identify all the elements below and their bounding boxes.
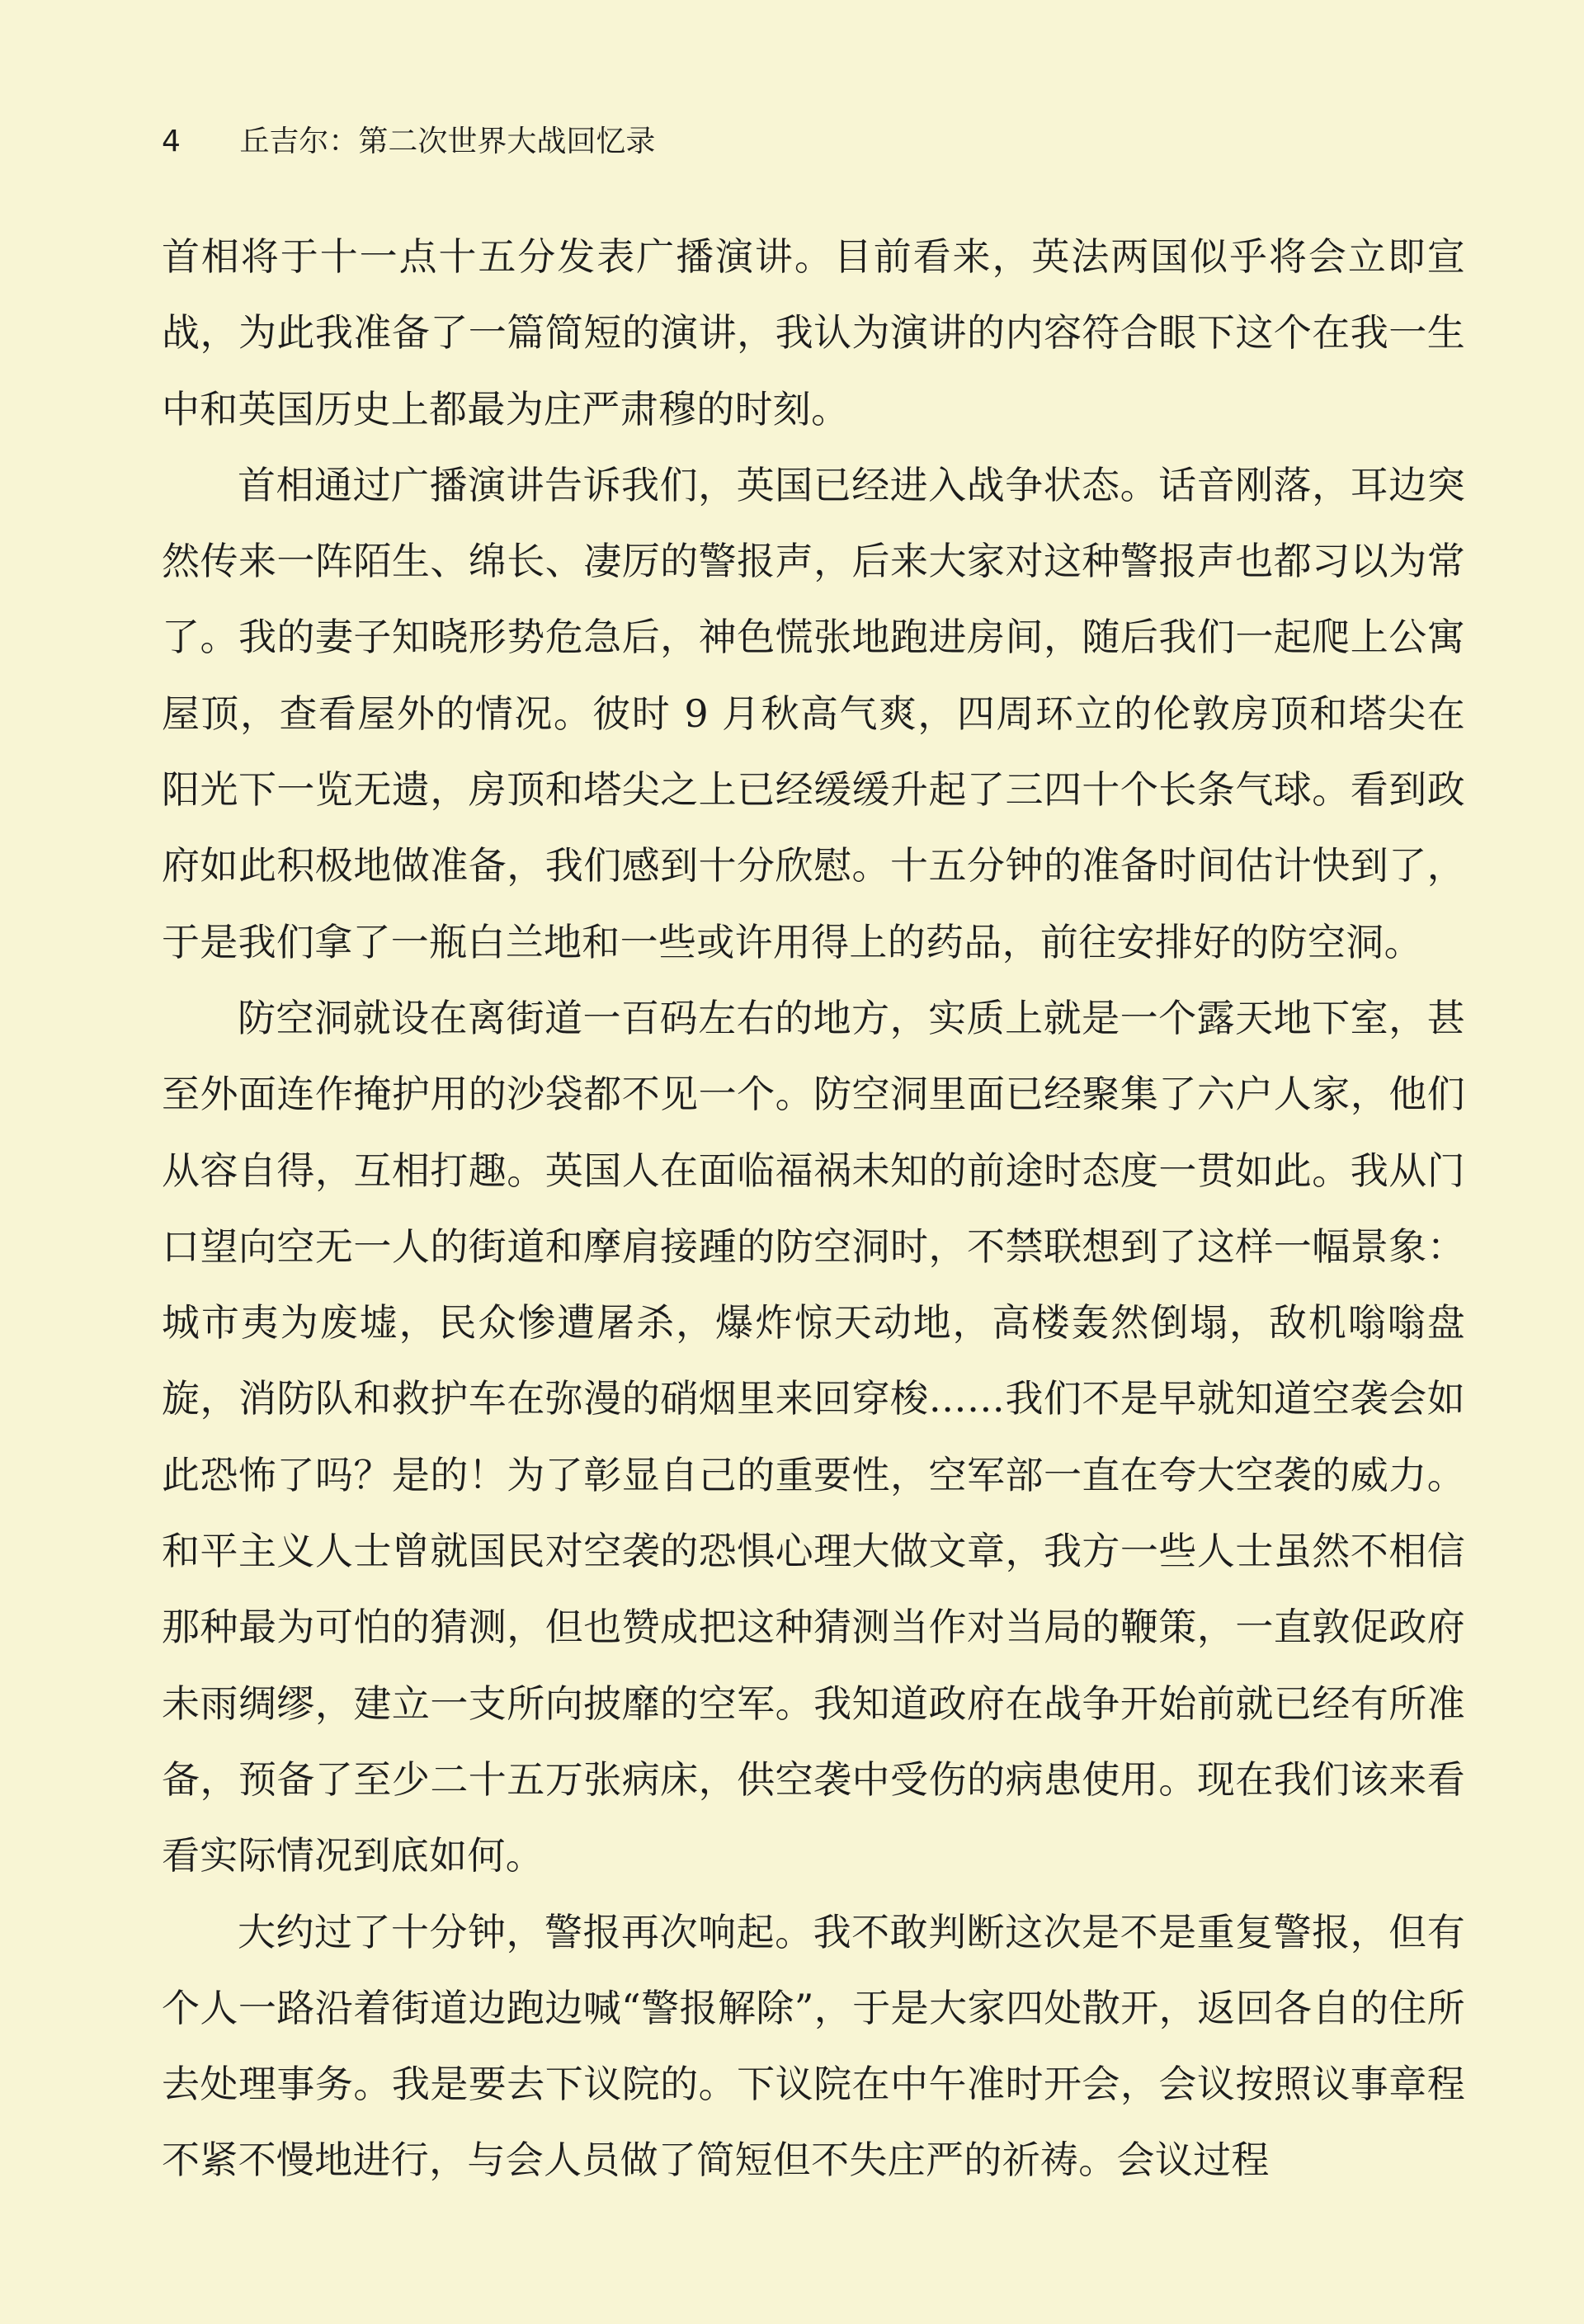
page-number: 4 bbox=[162, 125, 181, 158]
paragraph-3: 防空洞就设在离街道一百码左右的地方，实质上就是一个露天地下室，甚至外面连作掩护用的沙袋都不见一个。防空洞里面已经聚集了六户人家，他们从容自得，互相打趣。英国人在面临福祸未知的前途时态度一贯如此。我从门口望向空无一人的街道和摩肩接踵的防空洞时，不禁联想到了这样一幅景象：城市夷为废墟，民众惨遭屠杀，爆炸惊天动地，高楼轰然倒塌，敌机嗡嗡盘旋，消防队和救护车在弥漫的硝烟里来回穿梭……我们不是早就知道空袭会如此恐怖了吗？是的！为了彰显自己的重要性，空军部一直在夸大空袭的威力。和平主义人士曾就国民对空袭的恐惧心理大做文章，我方一些人士虽然不相信那种最为可怕的猜测，但也赞成把这种猜测当作对当局的鞭策，一直敦促政府未雨绸缪，建立一支所向披靡的空军。我知道政府在战争开始前就已经有所准备，预备了至少二十五万张病床，供空袭中受伤的病患使用。现在我们该来看看实际情况到底如何。 bbox=[162, 995, 1465, 1879]
paragraph-1: 首相将于十一点十五分发表广播演讲。目前看来，英法两国似乎将会立即宣战，为此我准备了一篇简短的演讲，我认为演讲的内容符合眼下这个在我一生中和英国历史上都最为庄严肃穆的时刻。 bbox=[162, 234, 1465, 431]
running-header bbox=[162, 124, 655, 160]
paragraph-4: 大约过了十分钟，警报再次响起。我不敢判断这次是不是重复警报，但有个人一路沿着街道边跑边喊“警报解除”，于是大家四处散开，返回各自的住所去处理事务。我是要去下议院的。下议院在中午准时开会，会议按照议事章程不紧不慢地进行，与会人员做了简短但不失庄严的祈祷。会议过程 bbox=[162, 1909, 1465, 2183]
body-text bbox=[162, 219, 1465, 2199]
book-title: 丘吉尔：第二次世界大战回忆录 bbox=[239, 125, 656, 158]
paragraph-2: 首相通过广播演讲告诉我们，英国已经进入战争状态。话音刚落，耳边突然传来一阵陌生、绵长、凄厉的警报声，后来大家对这种警报声也都习以为常了。我的妻子知晓形势危急后，神色慌张地跑进房间，随后我们一起爬上公寓屋顶，查看屋外的情况。彼时 9 月秋高气爽，四周环立的伦敦房顶和塔尖在阳光下一览无遗，房顶和塔尖之上已经缓缓升起了三四十个长条气球。看到政府如此积极地做准备，我们感到十分欣慰。十五分钟的准备时间估计快到了，于是我们拿了一瓶白兰地和一些或许用得上的药品，前往安排好的防空洞。 bbox=[162, 462, 1465, 964]
